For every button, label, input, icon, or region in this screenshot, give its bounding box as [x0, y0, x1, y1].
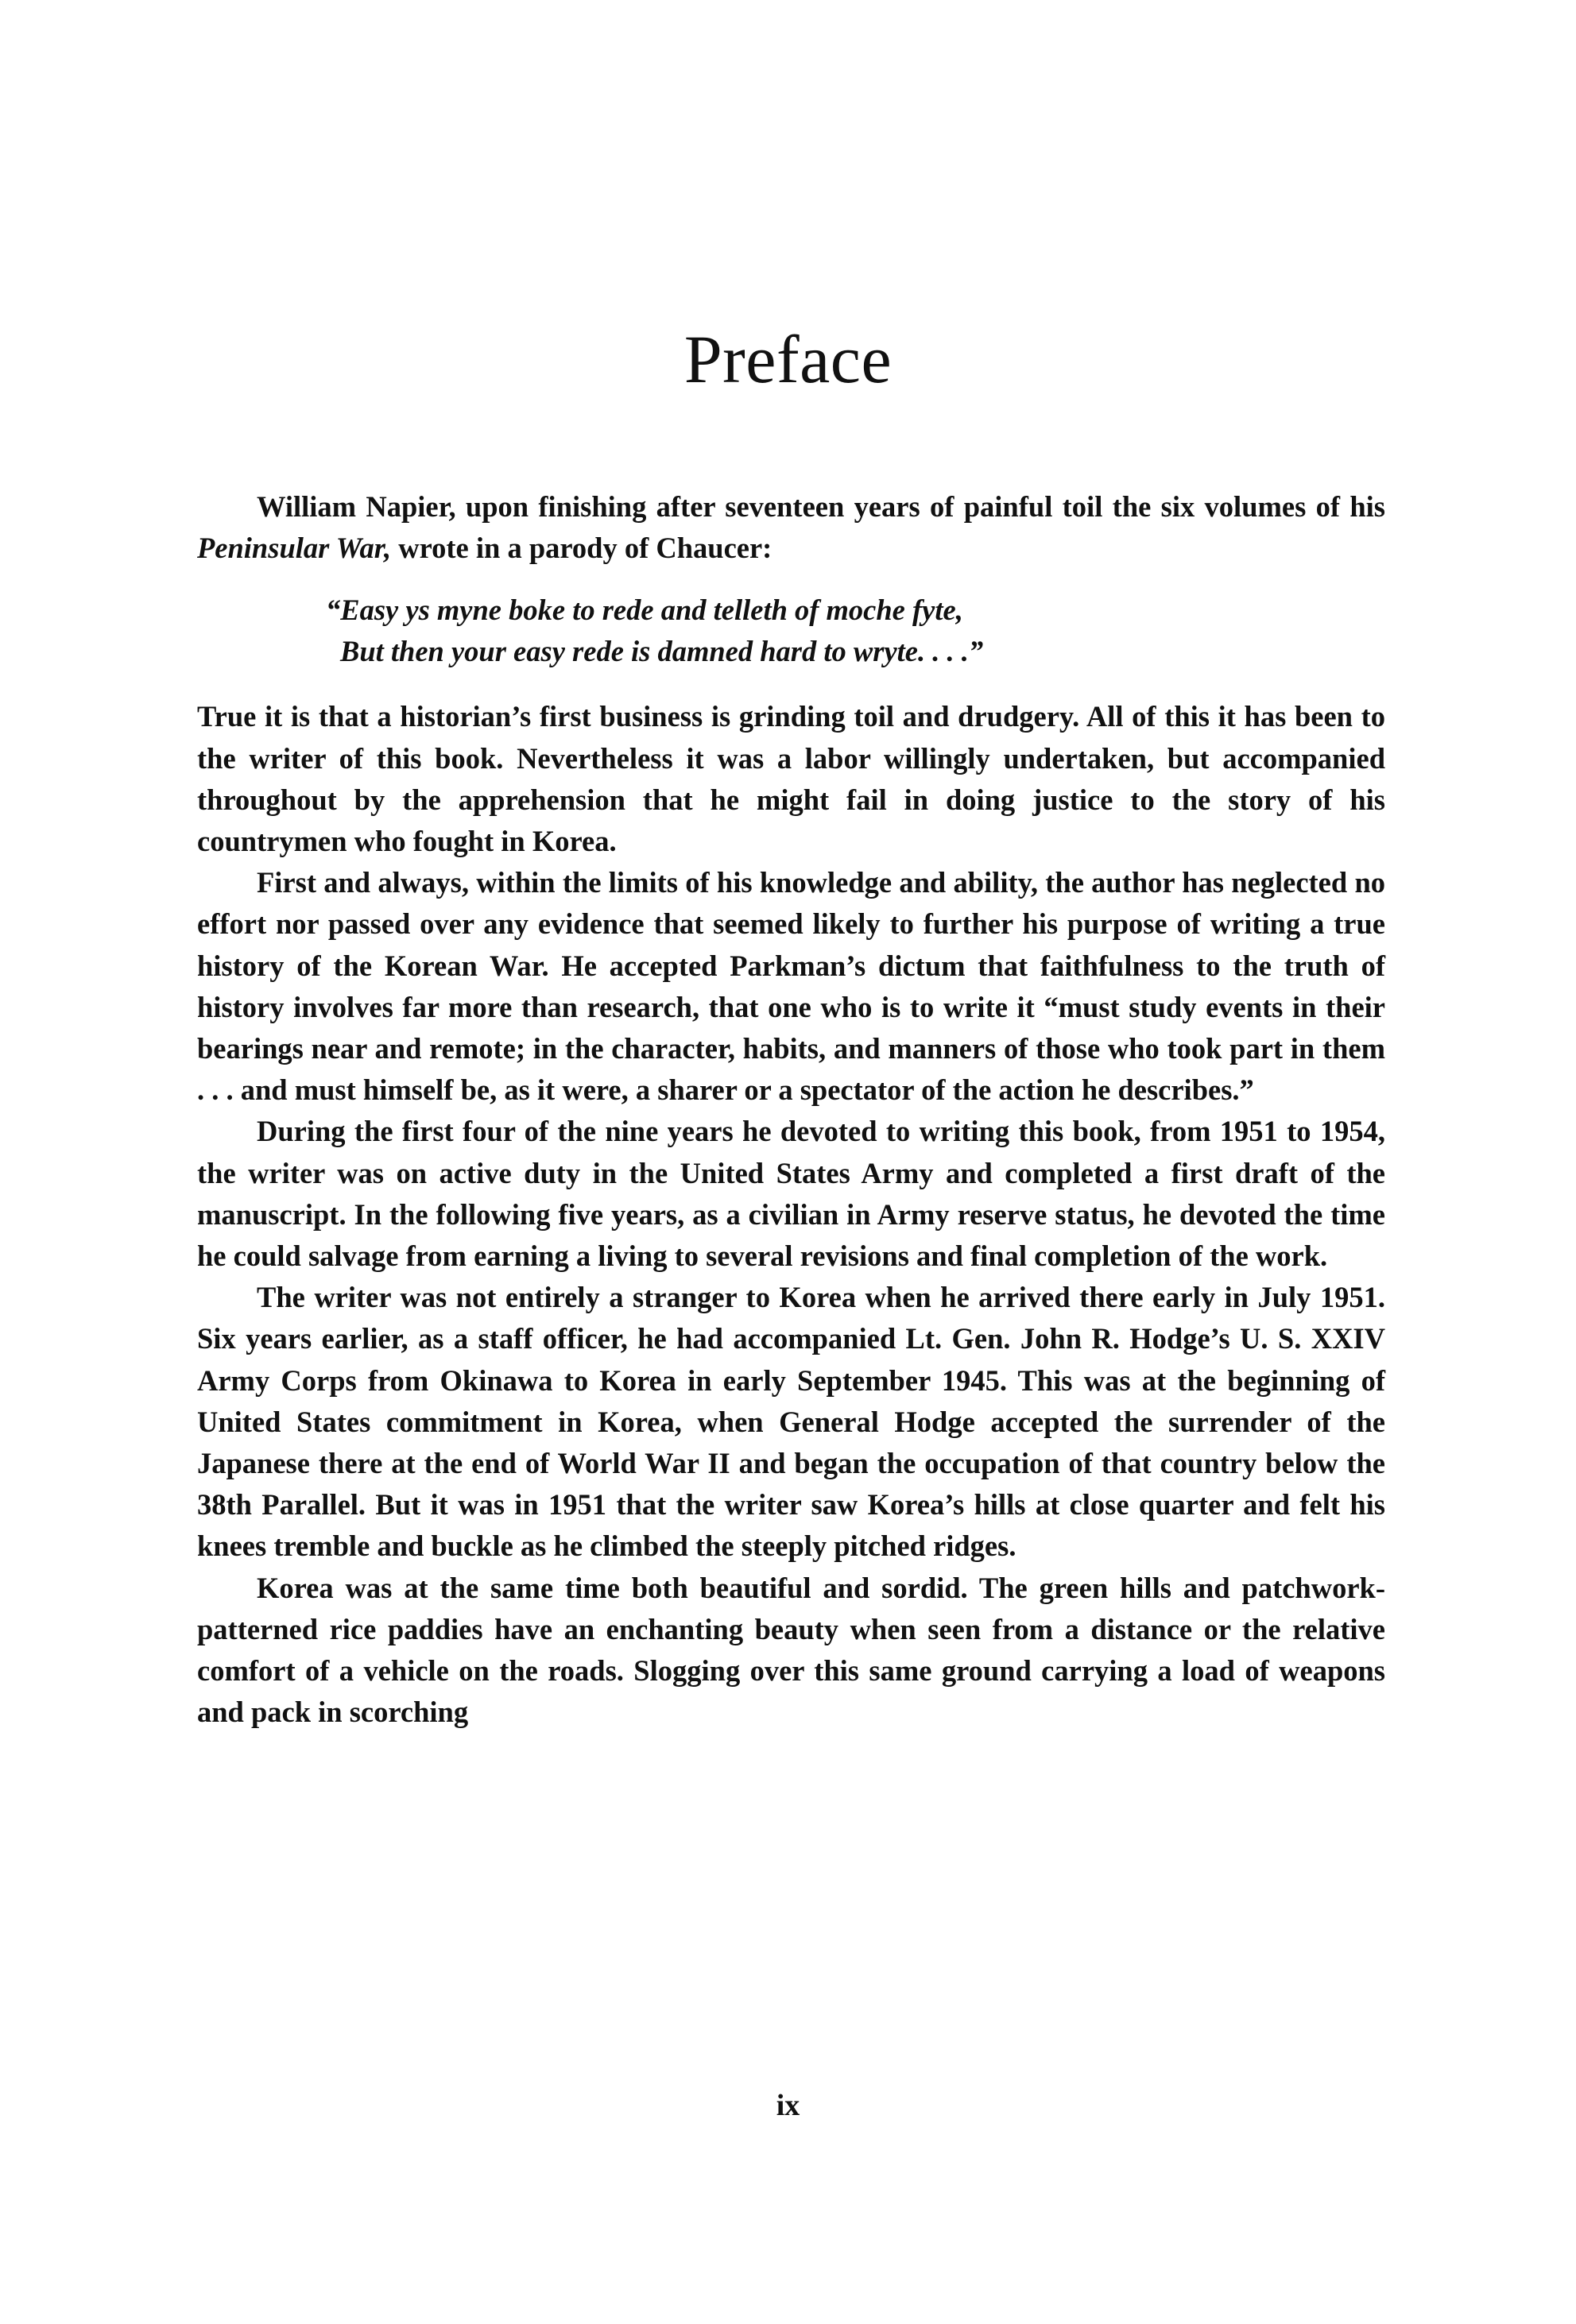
verse-line-2: But then your easy rede is damned hard to wryte. . . .”: [340, 635, 984, 668]
verse-line-1: “Easy ys myne boke to rede and telleth of moche fyte,: [326, 594, 963, 627]
preface-body: [197, 486, 1385, 1733]
page-number: ix: [776, 2089, 800, 2122]
paragraph-beautiful-and-sordid: Korea was at the same time both beautiful and sordid. The green hills and patchwork-patterned rice paddies have an enchanting beauty when seen from a distance or the relative comfort of a vehicle on the roads. Slogging over this same ground carrying a load of weapons and pack in scorching: [197, 1571, 1385, 1729]
paragraph-first-and-always: First and always, within the limits of his knowledge and ability, the author has neglected no effort nor passed over any evidence that seemed likely to further his purpose of writing a true history of the Korean War. He accepted Parkman’s dictum that faithfulness to the truth of history involves far more than research, that one who is to write it “must study events in their bearings near and remote; in the character, habits, and manners of those who took part in them . . . and must himself be, as it were, a sharer or a spectator of the action he describes.”: [197, 866, 1385, 1107]
paragraph-napier-text-before: William Napier, upon finishing after seventeen years of painful toil the six volumes of his: [257, 490, 1385, 523]
paragraph-stranger-to-korea: The writer was not entirely a stranger to Korea when he arrived there early in July 1951. Six years earlier, as a staff officer, he had accompanied Lt. Gen. John R. Hodge’s U. S. XXIV Army Corps from Okinawa to Korea in early September 1945. This was at the beginning of United States commitment in Korea, when General Hodge accepted the surrender of the Japanese there at the end of World War II and began the occupation of that country below the 38th Parallel. But it was in 1951 that the writer saw Korea’s hills at close quarter and felt his knees tremble and buckle as he climbed the steeply pitched ridges.: [197, 1281, 1385, 1563]
paragraph-nine-years: During the first four of the nine years he devoted to writing this book, from 1951 to 1954, the writer was on active duty in the United States Army and completed a first draft of the manuscript. In the following five years, as a civilian in Army reserve status, he devoted the time he could salvage from earning a living to several revisions and final completion of the work.: [197, 1115, 1385, 1273]
book-title-peninsular-war: Peninsular War,: [197, 532, 392, 565]
paragraph-drudgery: True it is that a historian’s first business is grinding toil and drudgery. All of this it has been to the writer of this book. Nevertheless it was a labor willingly undertaken, but accompanied throughout by the apprehension that he might fail in doing justice to the story of his countrymen who fought in Korea.: [197, 700, 1385, 858]
paragraph-napier: [197, 486, 1385, 569]
paragraph-napier-text-after: wrote in a parody of Chaucer:: [391, 532, 773, 565]
page-title: Preface: [683, 321, 893, 397]
chaucer-parody-verse: [197, 590, 1385, 672]
